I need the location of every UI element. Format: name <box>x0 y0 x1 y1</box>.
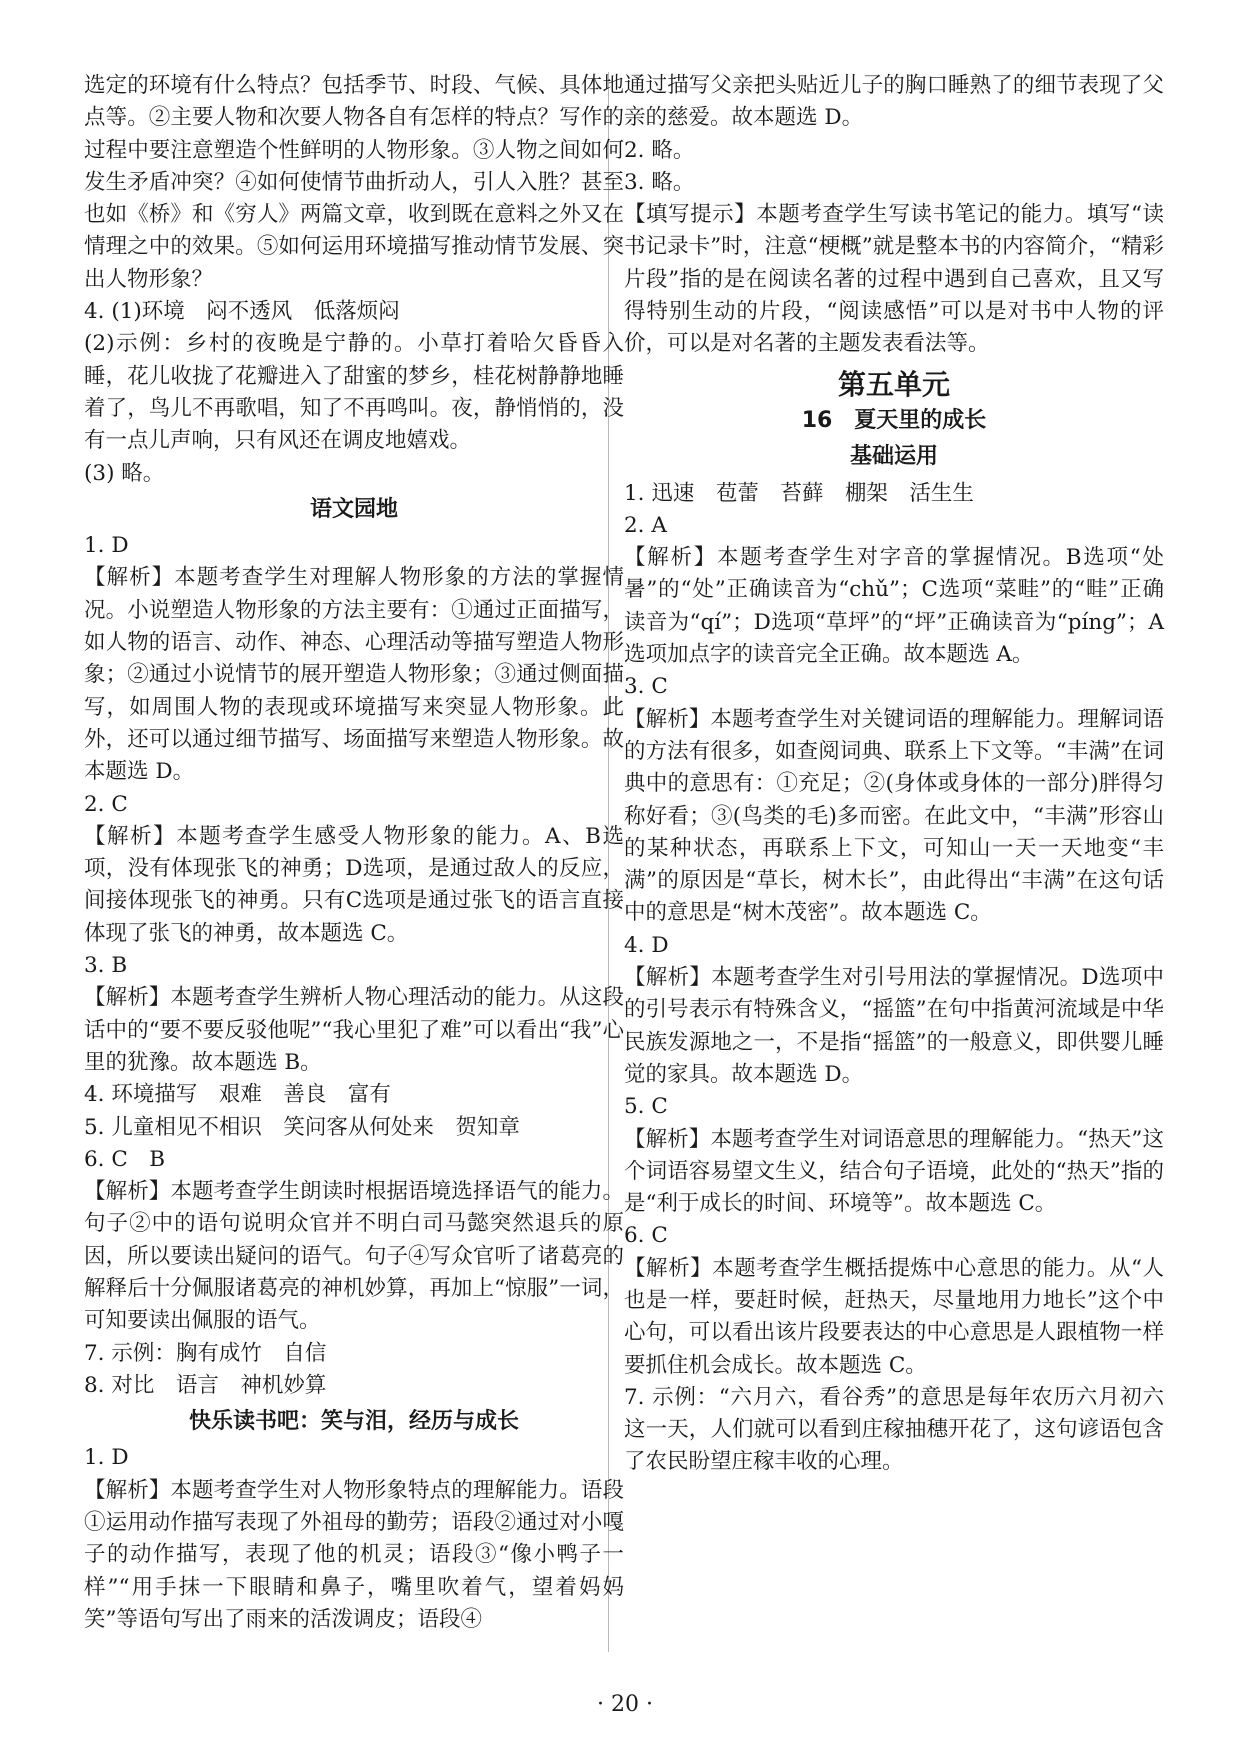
section-heading: 快乐读书吧：笑与泪，经历与成长 <box>188 1409 519 1435</box>
paragraph: 4. (1)环境 闷不透风 低落烦闷 <box>84 299 400 325</box>
paragraph: 2. 略。 <box>624 137 695 163</box>
paragraph: 3. B <box>84 953 128 979</box>
paragraph: 通过描写父亲把头贴近儿子的胸口睡熟了的细节表现了父亲的慈爱。故本题选 D。 <box>624 73 1164 131</box>
paragraph: 5. 儿童相见不相识 笑问客从何处来 贺知章 <box>84 1114 520 1140</box>
paragraph: 【解析】本题考查学生对人物形象特点的理解能力。语段①运用动作描写表现了外祖母的勤劳；语段②通过对小嘎子的动作描写，表现了他的机灵；语段③“像小鸭子一样”“用手抹一下眼睛和鼻子，嘴里吹着气，望着妈妈笑”等语句写出了雨来的活泼调皮；语段④ <box>84 1477 624 1632</box>
paragraph: 【解析】本题考查学生概括提炼中心意思的能力。从“人也是一样，要赶时候，赶热天，尽量地用力地长”这个中心句，可以看出该片段要表达的中心意思是人跟植物一样要抓住机会成长。故本题选 C。 <box>624 1255 1164 1378</box>
paragraph: 2. A <box>624 512 667 538</box>
page-number: · 20 · <box>597 1692 653 1717</box>
right-column <box>624 70 1164 1479</box>
paragraph: 2. C <box>84 791 128 817</box>
section-heading: 16 夏天里的成长 <box>801 407 987 433</box>
paragraph: 6. C B <box>84 1146 166 1172</box>
section-heading: 第五单元 <box>837 367 950 401</box>
paragraph: 【解析】本题考查学生辨析人物心理活动的能力。从这段话中的“要不要反驳他呢”“我心里犯了难”可以看出“我”心里的犹豫。故本题选 B。 <box>84 985 624 1075</box>
paragraph: 1. D <box>84 1445 129 1471</box>
paragraph: 【解析】本题考查学生对引号用法的掌握情况。D选项中的引号表示有特殊含义，“摇篮”在句中指黄河流域是中华民族发源地之一，不是指“摇篮”的一般意义，即供婴儿睡觉的家具。故本题选 D。 <box>624 965 1164 1087</box>
paragraph: 1. 迅速 苞蕾 苔藓 棚架 活生生 <box>624 480 974 506</box>
paragraph: 4. D <box>624 932 669 958</box>
paragraph: 8. 对比 语言 神机妙算 <box>84 1372 327 1398</box>
paragraph: (3) 略。 <box>84 460 165 486</box>
paragraph: 【解析】本题考查学生对字音的掌握情况。B选项“处暑”的“处”正确读音为“chǔ”；C选项“菜畦”的“畦”正确读音为“qí”；D选项“草坪”的“坪”正确读音为“píng”；A选项加点字的读音完全正确。故本题选 A。 <box>624 545 1164 668</box>
paragraph: (2)示例：乡村的夜晚是宁静的。小草打着哈欠昏昏入睡，花儿收拢了花瓣进入了甜蜜的梦乡，桂花树静静地睡着了，鸟儿不再歌唱，知了不再鸣叫。夜，静悄悄的，没有一点儿声响，只有风还在调皮地嬉戏。 <box>84 331 624 454</box>
paragraph: 3. 略。 <box>624 169 695 195</box>
paragraph: 7. 示例：胸有成竹 自信 <box>84 1340 327 1366</box>
paragraph: 【解析】本题考查学生朗读时根据语境选择语气的能力。句子②中的语句说明众官并不明白司马懿突然退兵的原因，所以要读出疑问的语气。句子④写众官听了诸葛亮的解释后十分佩服诸葛亮的神机妙算，再加上“惊服”一词，可知要读出佩服的语气。 <box>84 1179 624 1334</box>
paragraph: 3. C <box>624 674 668 700</box>
paragraph: 4. 环境描写 艰难 善良 富有 <box>84 1082 391 1108</box>
paragraph: 【解析】本题考查学生对词语意思的理解能力。“热天”这个词语容易望文生义，结合句子语境，此处的“热天”指的是“利于成长的时间、环境等”。故本题选 C。 <box>624 1126 1164 1217</box>
paragraph: 【解析】本题考查学生感受人物形象的能力。A、B选项，没有体现张飞的神勇；D选项，是通过敌人的反应，间接体现张飞的神勇。只有C选项是通过张飞的语言直接体现了张飞的神勇，故本题选 C。 <box>84 823 624 946</box>
paragraph: 7. 示例：“六月六，看谷秀”的意思是每年农历六月初六这一天，人们就可以看到庄稼抽穗开花了，这句谚语包含了农民盼望庄稼丰收的心理。 <box>624 1384 1164 1475</box>
left-column <box>84 70 624 1636</box>
section-heading: 基础运用 <box>849 444 938 470</box>
paragraph: 1. D <box>84 533 129 559</box>
paragraph: 【填写提示】本题考查学生写读书笔记的能力。填写“读书记录卡”时，注意“梗概”就是整本书的内容简介，“精彩片段”指的是在阅读名著的过程中遇到自己喜欢，且又写得特别生动的片段，“阅读感悟”可以是对书中人物的评价，可以是对名著的主题发表看法等。 <box>624 202 1164 357</box>
paragraph: 选定的环境有什么特点？包括季节、时段、气候、具体地点等。②主要人物和次要人物各自有怎样的特点？写作的过程中要注意塑造个性鲜明的人物形象。③人物之间如何发生矛盾冲突？④如何使情节曲折动人，引人入胜？甚至也如《桥》和《穷人》两篇文章，收到既在意料之外又在情理之中的效果。⑤如何运用环境描写推动情节发展、突出人物形象？ <box>84 73 624 292</box>
section-heading: 语文园地 <box>309 496 398 522</box>
paragraph: 6. C <box>624 1223 668 1249</box>
paragraph: 【解析】本题考查学生对理解人物形象的方法的掌握情况。小说塑造人物形象的方法主要有：①通过正面描写，如人物的语言、动作、神态、心理活动等描写塑造人物形象；②通过小说情节的展开塑造人物形象；③通过侧面描写，如周围人物的表现或环境描写来突显人物形象。此外，还可以通过细节描写、场面描写来塑造人物形象。故本题选 D。 <box>84 565 624 785</box>
paragraph: 5. C <box>624 1094 668 1120</box>
paragraph: 【解析】本题考查学生对关键词语的理解能力。理解词语的方法有很多，如查阅词典、联系上下文等。“丰满”在词典中的意思有：①充足；②(身体或身体的一部分)胖得匀称好看；③(鸟类的毛)多而密。在此文中，“丰满”形容山的某种状态，再联系上下文，可知山一天一天地变“丰满”的原因是“草长，树木长”，由此得出“丰满”在这句话中的意思是“树木茂密”。故本题选 C。 <box>624 706 1164 926</box>
